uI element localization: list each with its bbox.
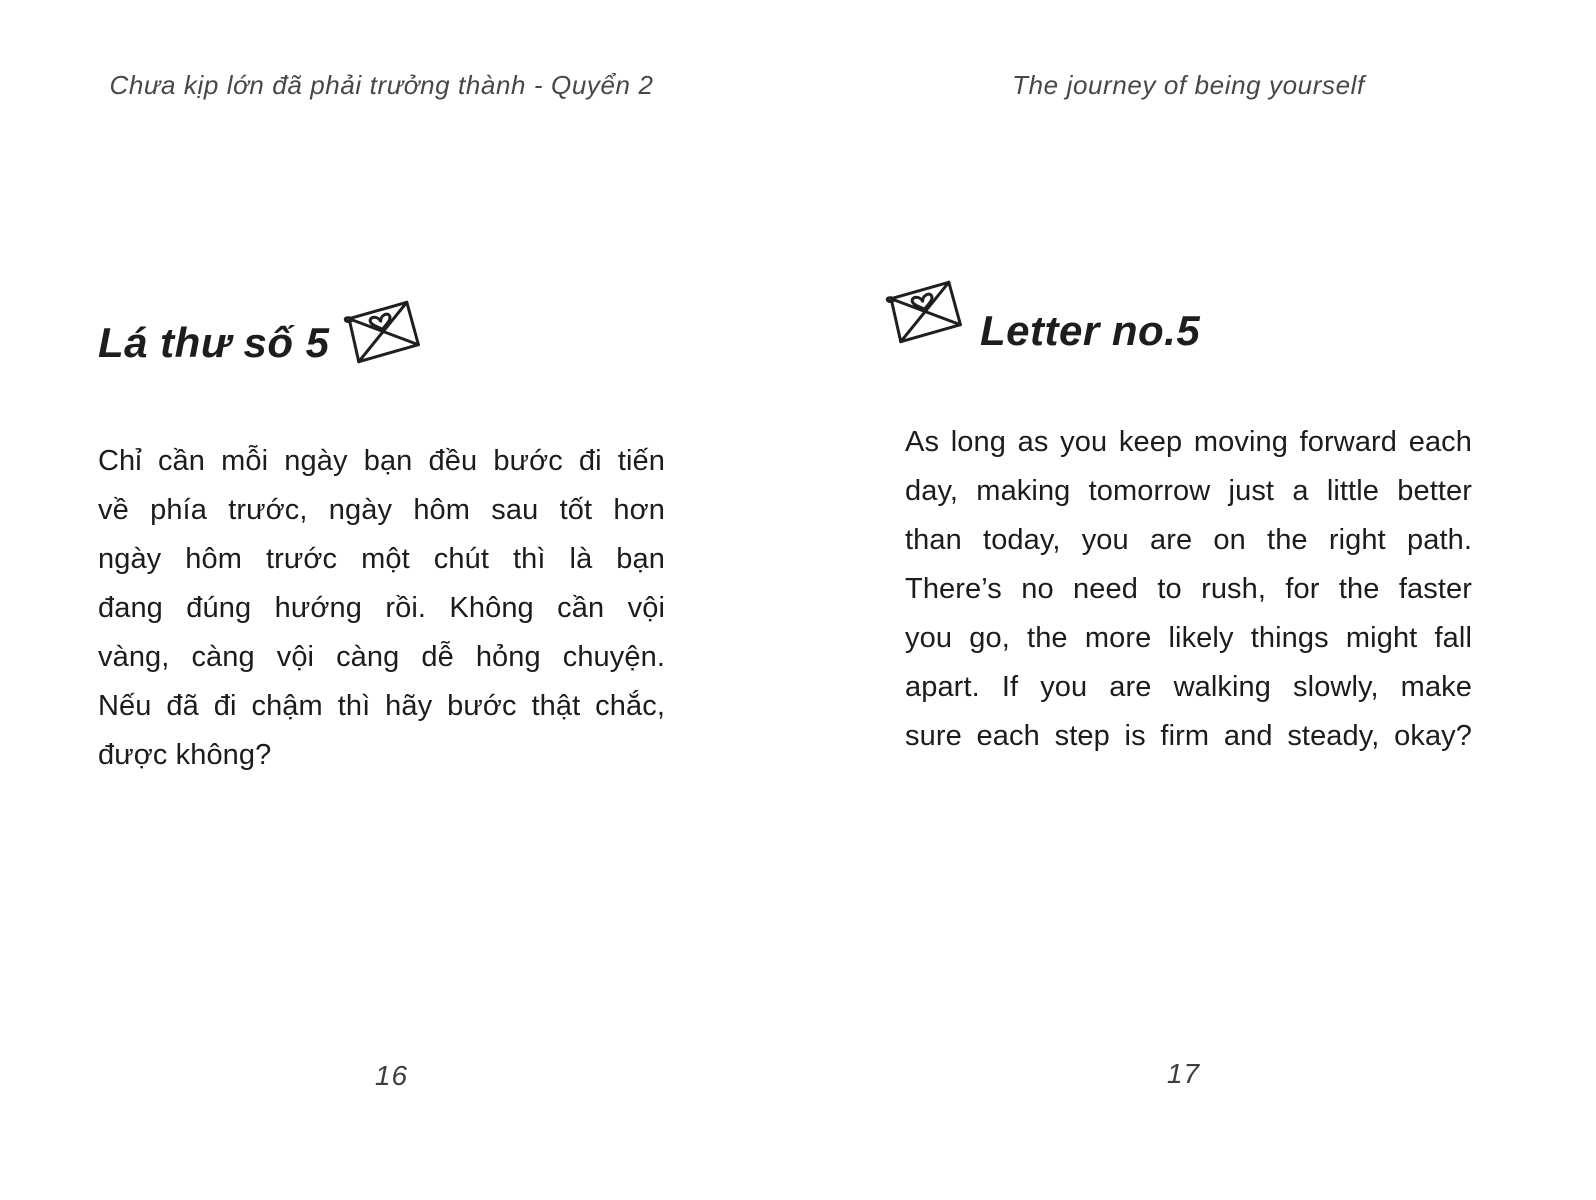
right-page-number: 17 — [1166, 1058, 1201, 1089]
body-line: apart. If you are walking slowly, make — [905, 671, 1472, 703]
right-page-header: The journey of being yourself — [1012, 70, 1365, 100]
right-letter-title: Letter no.5 — [980, 307, 1201, 354]
left-page-number: 16 — [374, 1060, 409, 1091]
body-line: đang đúng hướng rồi. Không cần vội — [98, 592, 665, 624]
body-line: ngày hôm trước một chút thì là bạn — [98, 543, 665, 575]
left-page-header: Chưa kịp lớn đã phải trưởng thành - Quyển 2 — [109, 70, 654, 100]
body-line: than today, you are on the right path. — [905, 524, 1472, 556]
body-line: Nếu đã đi chậm thì hãy bước thật chắc, — [98, 690, 665, 722]
body-line: vàng, càng vội càng dễ hỏng chuyện. — [98, 641, 665, 673]
left-body-text — [98, 437, 665, 780]
body-line: về phía trước, ngày hôm sau tốt hơn — [98, 494, 665, 526]
left-letter-title-row — [98, 314, 420, 372]
body-line: you go, the more likely things might fall — [905, 622, 1472, 654]
body-line: được không? — [98, 739, 272, 771]
body-line: sure each step is firm and steady, okay? — [905, 720, 1472, 752]
right-letter-title-row — [890, 294, 1200, 352]
left-letter-title: Lá thư số 5 — [98, 319, 330, 366]
right-body-text — [905, 418, 1472, 761]
envelope-heart-icon — [881, 275, 965, 349]
body-line: There’s no need to rush, for the faster — [905, 573, 1472, 605]
envelope-heart-icon — [339, 295, 423, 369]
body-line: As long as you keep moving forward each — [905, 426, 1472, 458]
body-line: Chỉ cần mỗi ngày bạn đều bước đi tiến — [98, 445, 665, 477]
body-line: day, making tomorrow just a little better — [905, 475, 1472, 507]
